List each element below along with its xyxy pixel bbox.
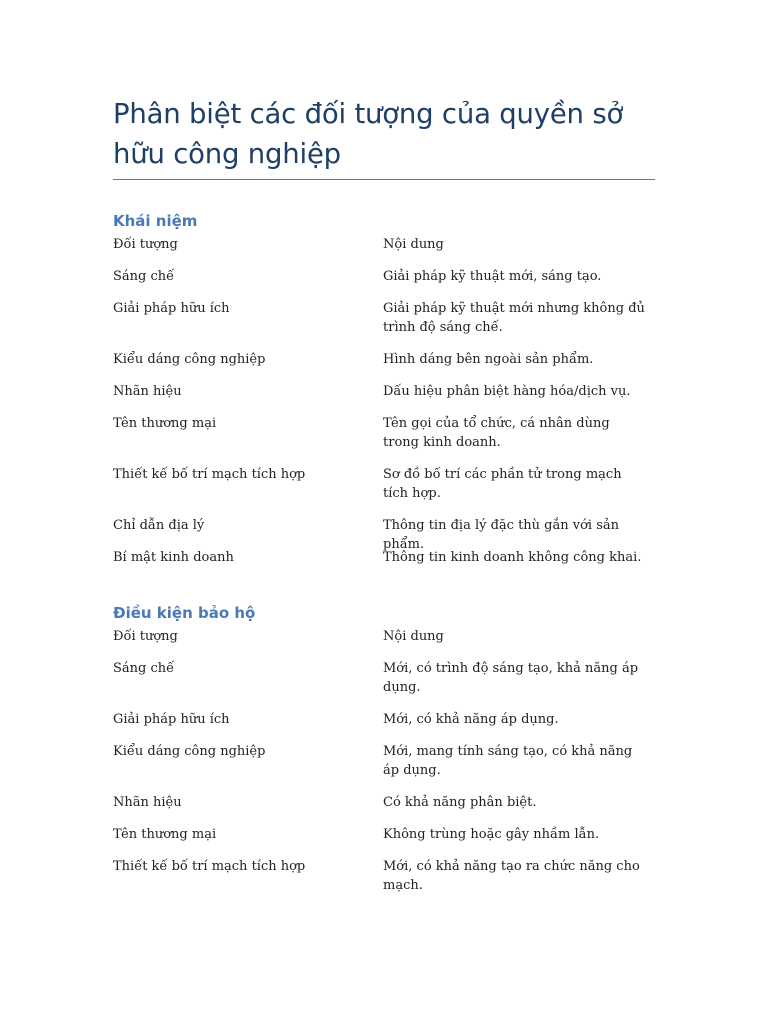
cell-content: Không trùng hoặc gây nhầm lẫn. bbox=[383, 827, 600, 842]
section-concept bbox=[113, 211, 655, 580]
table-header-row bbox=[113, 235, 655, 267]
cell-content: Mới, có khả năng tạo ra chức năng cho mạch. bbox=[383, 859, 640, 893]
section-heading: Điều kiện bảo hộ bbox=[113, 604, 256, 622]
table-row bbox=[113, 350, 655, 382]
cell-content: Mới, mang tính sáng tạo, có khả năng áp dụng. bbox=[383, 744, 633, 778]
column-header-content: Nội dung bbox=[383, 629, 444, 644]
cell-object: Giải pháp hữu ích bbox=[113, 301, 230, 316]
table-row bbox=[113, 659, 655, 710]
cell-object: Nhãn hiệu bbox=[113, 384, 182, 399]
cell-object: Tên thương mại bbox=[113, 416, 217, 431]
section-protection-conditions bbox=[113, 603, 655, 908]
cell-object: Tên thương mại bbox=[113, 827, 217, 842]
table-header-row bbox=[113, 627, 655, 659]
cell-content: Tên gọi của tổ chức, cá nhân dùng trong kinh doanh. bbox=[383, 416, 610, 450]
cell-content: Sơ đồ bố trí các phần tử trong mạch tích hợp. bbox=[383, 467, 622, 501]
table-row bbox=[113, 382, 655, 414]
cell-content: Giải pháp kỹ thuật mới, sáng tạo. bbox=[383, 269, 602, 284]
cell-content: Thông tin kinh doanh không công khai. bbox=[383, 550, 642, 565]
table-row bbox=[113, 299, 655, 350]
table-row bbox=[113, 825, 655, 857]
column-header-content: Nội dung bbox=[383, 237, 444, 252]
title-underline bbox=[113, 179, 655, 180]
cell-object: Nhãn hiệu bbox=[113, 795, 182, 810]
cell-content: Mới, có khả năng áp dụng. bbox=[383, 712, 559, 727]
cell-object: Giải pháp hữu ích bbox=[113, 712, 230, 727]
table-row bbox=[113, 710, 655, 742]
cell-content: Có khả năng phân biệt. bbox=[383, 795, 537, 810]
cell-object: Thiết kế bố trí mạch tích hợp bbox=[113, 859, 306, 874]
table-row bbox=[113, 267, 655, 299]
conditions-table bbox=[113, 627, 655, 908]
document-title: Phân biệt các đối tượng của quyền sở hữu công nghiệp bbox=[113, 98, 624, 170]
table-row bbox=[113, 516, 655, 552]
table-row bbox=[113, 742, 655, 793]
cell-object: Thiết kế bố trí mạch tích hợp bbox=[113, 467, 306, 482]
table-row bbox=[113, 414, 655, 465]
cell-object: Chỉ dẫn địa lý bbox=[113, 518, 205, 533]
table-row bbox=[113, 548, 655, 580]
table-row bbox=[113, 857, 655, 908]
column-header-object: Đối tượng bbox=[113, 629, 178, 644]
cell-content: Mới, có trình độ sáng tạo, khả năng áp dụng. bbox=[383, 661, 639, 695]
cell-object: Bí mật kinh doanh bbox=[113, 550, 234, 565]
cell-content: Hình dáng bên ngoài sản phẩm. bbox=[383, 352, 594, 367]
concept-table bbox=[113, 235, 655, 580]
column-header-object: Đối tượng bbox=[113, 237, 178, 252]
cell-object: Sáng chế bbox=[113, 661, 175, 676]
document-page bbox=[113, 94, 655, 908]
section-heading: Khái niệm bbox=[113, 212, 198, 230]
cell-content: Thông tin địa lý đặc thù gắn với sản phẩm. bbox=[383, 518, 619, 552]
cell-object: Sáng chế bbox=[113, 269, 175, 284]
table-row bbox=[113, 793, 655, 825]
cell-content: Dấu hiệu phân biệt hàng hóa/dịch vụ. bbox=[383, 384, 631, 399]
cell-object: Kiểu dáng công nghiệp bbox=[113, 352, 266, 367]
cell-content: Giải pháp kỹ thuật mới nhưng không đủ trình độ sáng chế. bbox=[383, 301, 645, 335]
table-row bbox=[113, 465, 655, 516]
cell-object: Kiểu dáng công nghiệp bbox=[113, 744, 266, 759]
